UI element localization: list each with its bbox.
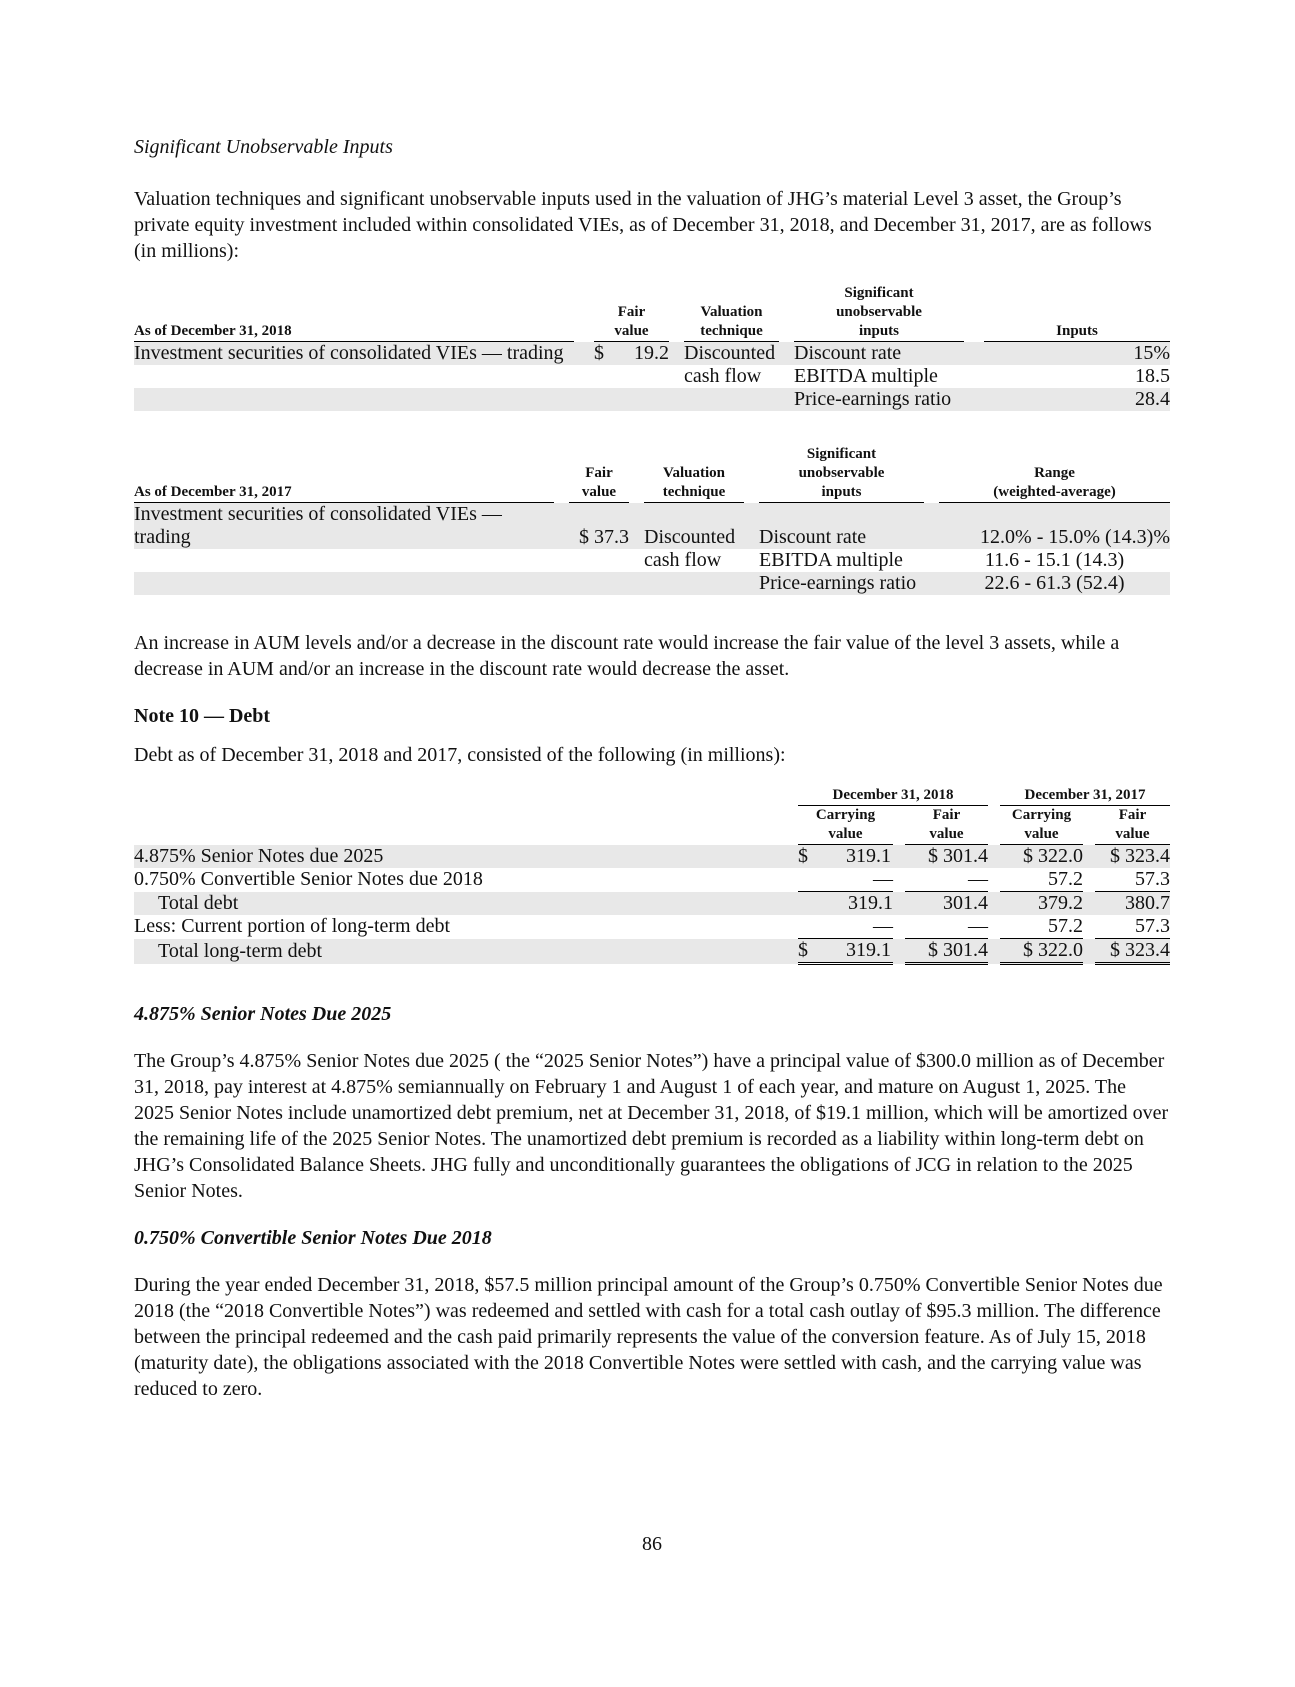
header-as-of: As of December 31, 2017	[134, 445, 554, 503]
header-inputs: Significant unobservable inputs	[794, 284, 964, 342]
convertible-paragraph: During the year ended December 31, 2018, $57.5 million principal amount of the Group’s 0.750% Convertible Senior Notes due 2018 (the “2018 Convertible Notes”) was redeemed and settled with cash for a total cash outlay of $95.3 million. The difference between the principal redeemed and the cash paid primarily represents the value of the conversion feature. As of July 15, 2018 (maturity date), the obligations associated with the 2018 Convertible Notes were settled with cash, and the carrying value was reduced to zero.	[134, 1274, 1163, 1400]
table-row: Investment securities of consolidated VIEs — trading $ 19.2 Discounted Discount rate 15%	[134, 342, 1170, 364]
header-carrying-2018: Carrying value	[798, 806, 893, 845]
table-row: Total debt 319.1 301.4 379.2 380.7	[134, 892, 1170, 916]
table-row: 0.750% Convertible Senior Notes due 2018 — — 57.2 57.3	[134, 868, 1170, 891]
debt-table	[134, 786, 1170, 965]
table-row: Price-earnings ratio 28.4	[134, 388, 1170, 411]
table-row: cash flow EBITDA multiple 18.5	[684, 365, 1170, 387]
header-technique: Valuation technique	[684, 284, 779, 342]
convertible-heading: 0.750% Convertible Senior Notes Due 2018	[134, 1227, 492, 1249]
header-range: Range (weighted-average)	[939, 445, 1170, 503]
table-2018	[134, 284, 1170, 411]
table-row: Less: Current portion of long-term debt — — 57.2 57.3	[134, 915, 1170, 938]
table-row: Investment securities of consolidated VIEs —	[134, 503, 1170, 527]
header-as-of: As of December 31, 2018	[134, 284, 574, 342]
section-title: Significant Unobservable Inputs	[134, 136, 393, 158]
senior-notes-heading: 4.875% Senior Notes Due 2025	[134, 1003, 392, 1025]
table-2017	[134, 445, 1170, 595]
debt-intro: Debt as of December 31, 2018 and 2017, consisted of the following (in millions):	[134, 744, 786, 766]
intro-paragraph: Valuation techniques and significant unobservable inputs used in the valuation of JHG’s material Level 3 asset, the Group’s private equity investment included within consolidated VIEs, as of December 31, 2018, and December 31, 2017, are as follows (in millions):	[134, 188, 1152, 262]
table-row: Price-earnings ratio 22.6 - 61.3 (52.4)	[134, 572, 1170, 595]
table-row: 4.875% Senior Notes due 2025 $ 319.1 $ 301.4 $ 322.0 $ 323.4	[134, 844, 1170, 867]
table-row: Total long-term debt $ 319.1 $ 301.4 $ 322.0 $ 323.4	[134, 939, 1170, 964]
header-fair-2018: Fair value	[905, 806, 988, 845]
senior-notes-paragraph: The Group’s 4.875% Senior Notes due 2025 ( the “2025 Senior Notes”) have a principal value of $300.0 million as of December 31, 2018, pay interest at 4.875% semiannually on February 1 and August 1 of each year, and mature on August 1, 2025. The 2025 Senior Notes include unamortized debt premium, net at December 31, 2018, of $19.1 million, which will be amortized over the remaining life of the 2025 Senior Notes. The unamortized debt premium is recorded as a liability within long-term debt on JHG’s Consolidated Balance Sheets. JHG fully and unconditionally guarantees the obligations of JCG in relation to the 2025 Senior Notes.	[134, 1050, 1169, 1202]
header-value: Inputs	[984, 284, 1170, 342]
header-fair-2017: Fair value	[1095, 806, 1170, 845]
header-fair-value: Fair value	[594, 284, 669, 342]
header-inputs: Significant unobservable inputs	[759, 445, 924, 503]
header-technique: Valuation technique	[644, 445, 744, 503]
period-2018: December 31, 2018	[798, 786, 988, 806]
aum-paragraph: An increase in AUM levels and/or a decrease in the discount rate would increase the fair value of the level 3 assets, while a decrease in AUM and/or an increase in the discount rate would decrease the asset.	[134, 632, 1120, 680]
note-heading: Note 10 — Debt	[134, 705, 271, 727]
period-2017: December 31, 2017	[1000, 786, 1170, 806]
table-row: trading $ 37.3 Discounted Discount rate 12.0% - 15.0% (14.3)%	[134, 526, 1170, 548]
table-row: cash flow EBITDA multiple 11.6 - 15.1 (14.3)	[644, 549, 1125, 571]
header-fair-value: Fair value	[569, 445, 629, 503]
header-carrying-2017: Carrying value	[1000, 806, 1083, 845]
page-number: 86	[642, 1533, 662, 1555]
